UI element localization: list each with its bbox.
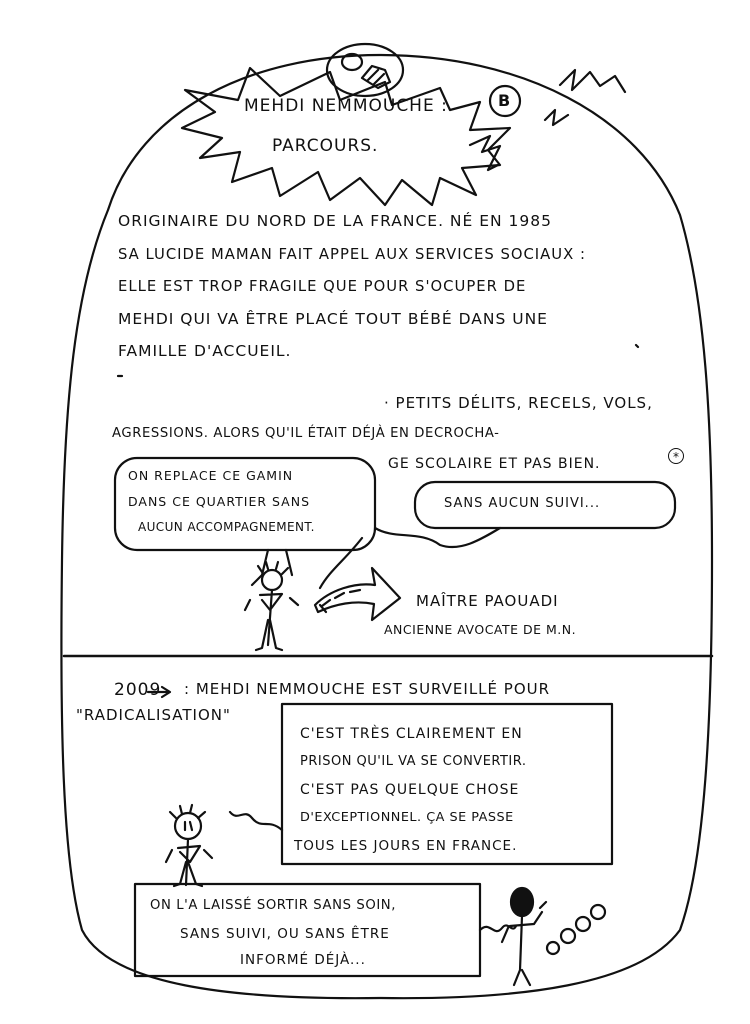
- delits-footnote: *: [668, 448, 684, 464]
- top-doodle: [327, 44, 403, 96]
- delits-line-2: AGRESSIONS. ALORS QU'IL ÉTAIT DÉJÀ EN DECROCHA-: [112, 426, 500, 441]
- intro-line: SA LUCIDE MAMAN FAIT APPEL AUX SERVICES SOCIAUX :: [118, 246, 586, 263]
- left-figure-body: [166, 839, 212, 886]
- quote-line: PRISON QU'IL VA SE CONVERTIR.: [300, 754, 527, 769]
- title-badge: B: [498, 91, 512, 110]
- quote-line: TOUS LES JOURS EN FRANCE.: [294, 838, 518, 854]
- bubble-suivi-text: SANS AUCUN SUIVI...: [444, 496, 601, 511]
- bottom-line: SANS SUIVI, OU SANS ÊTRE: [180, 926, 390, 942]
- quote-tail: [230, 812, 282, 830]
- bubble-quartier-line: ON REPLACE CE GAMIN: [128, 468, 294, 483]
- bottom-line: INFORMÉ DÉJÀ...: [240, 952, 366, 968]
- quote-line: C'EST TRÈS CLAIREMENT EN: [300, 726, 523, 742]
- intro-line: ORIGINAIRE DU NORD DE LA FRANCE. NÉ EN 1985: [118, 212, 552, 230]
- intro-line: MEHDI QUI VA ÊTRE PLACÉ TOUT BÉBÉ DANS UNE: [118, 310, 548, 328]
- left-figure-head: [175, 813, 201, 839]
- delits-line-3: GE SCOLAIRE ET PAS BIEN.: [388, 456, 601, 472]
- wavy-connector: [320, 528, 500, 588]
- quote-line: D'EXCEPTIONNEL. ÇA SE PASSE: [300, 810, 514, 825]
- intro-line: ELLE EST TROP FRAGILE QUE POUR S'OCUPER DE: [118, 278, 527, 295]
- delits-line-1: · PETITS DÉLITS, RECELS, VOLS,: [384, 394, 653, 412]
- lawyer-role: ANCIENNE AVOCATE DE M.N.: [384, 622, 577, 637]
- lawyer-name: MAÎTRE PAOUADI: [416, 592, 559, 610]
- bubble-quartier-line: AUCUN ACCOMPAGNEMENT.: [138, 520, 315, 534]
- quote-line: C'EST PAS QUELQUE CHOSE: [300, 782, 520, 798]
- section2-year: 2009: [114, 680, 162, 700]
- section2-line-1: : MEHDI NEMMOUCHE EST SURVEILLÉ POUR: [184, 680, 551, 698]
- title-line-2: PARCOURS.: [272, 136, 379, 156]
- lawyer-body: [245, 590, 298, 650]
- title-line-1: MEHDI NEMMOUCHE :: [244, 96, 448, 116]
- section2-line-2: "RADICALISATION": [76, 706, 231, 724]
- lawyer-head: [262, 570, 282, 590]
- intro-line: FAMILLE D'ACCUEIL.: [118, 342, 292, 360]
- bottom-line: ON L'A LAISSÉ SORTIR SANS SOIN,: [150, 898, 397, 913]
- dark-figure-head: [511, 888, 533, 916]
- bubble-quartier-line: DANS CE QUARTIER SANS: [128, 494, 311, 509]
